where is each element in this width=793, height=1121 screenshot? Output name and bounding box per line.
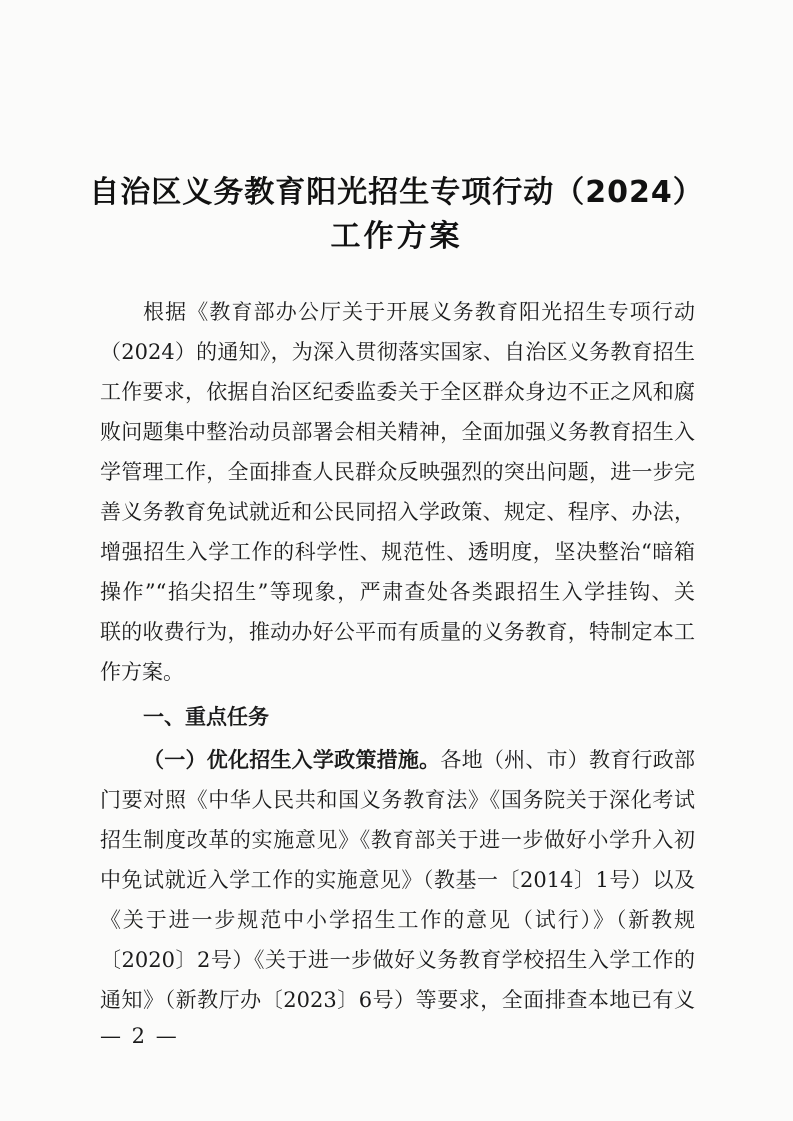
paragraph-line: 《关于进一步规范中小学招生工作的意见（试行）》（新教规 (100, 908, 695, 932)
paragraph-line: 联的收费行为，推动办好公平而有质量的义务教育，特制定本工 (100, 620, 695, 644)
paragraph-line: （2024）的通知》，为深入贯彻落实国家、自治区义务教育招生 (100, 340, 695, 364)
task-item-title: （一）优化招生入学政策措施。 (143, 747, 441, 772)
paragraph-line: 善义务教育免试就近和公民同招入学政策、规定、程序、办法， (100, 500, 695, 524)
paragraph-line: 增强招生入学工作的科学性、规范性、透明度，坚决整治“暗箱 (100, 540, 695, 564)
paragraph-line: 学管理工作，全面排查人民群众反映强烈的突出问题，进一步完 (100, 460, 695, 484)
paragraph-line: 作方案。 (100, 660, 184, 684)
paragraph-line: 〔2020〕2号）《关于进一步做好义务教育学校招生入学工作的 (100, 948, 695, 972)
paragraph-line: 中免试就近入学工作的实施意见》（教基一〔2014〕1号）以及 (100, 868, 695, 892)
paragraph-line: 门要对照《中华人民共和国义务教育法》《国务院关于深化考试 (100, 788, 695, 812)
task-item-text: 各地（州、市）教育行政部 (440, 748, 695, 772)
paragraph-line: 根据《教育部办公厅关于开展义务教育阳光招生专项行动 (143, 300, 695, 324)
paragraph-line: 招生制度改革的实施意见》《教育部关于进一步做好小学升入初 (100, 828, 695, 852)
paragraph-line: 工作要求，依据自治区纪委监委关于全区群众身边不正之风和腐 (100, 380, 695, 404)
task-item-first-line (143, 740, 695, 780)
section-heading: 一、重点任务 (143, 705, 269, 729)
paragraph-line: 败问题集中整治动员部署会相关精神，全面加强义务教育招生入 (100, 420, 695, 444)
paragraph-line: 通知》（新教厅办〔2023〕6号）等要求，全面排查本地已有义 (100, 988, 695, 1012)
document-title-line-1: 自治区义务教育阳光招生专项行动（2024） (89, 175, 704, 210)
page-number: — 2 — (100, 1024, 179, 1048)
paragraph-line: 操作”“掐尖招生”等现象，严肃查处各类跟招生入学挂钩、关 (100, 580, 695, 604)
document-title-line-2: 工作方案 (330, 219, 463, 254)
